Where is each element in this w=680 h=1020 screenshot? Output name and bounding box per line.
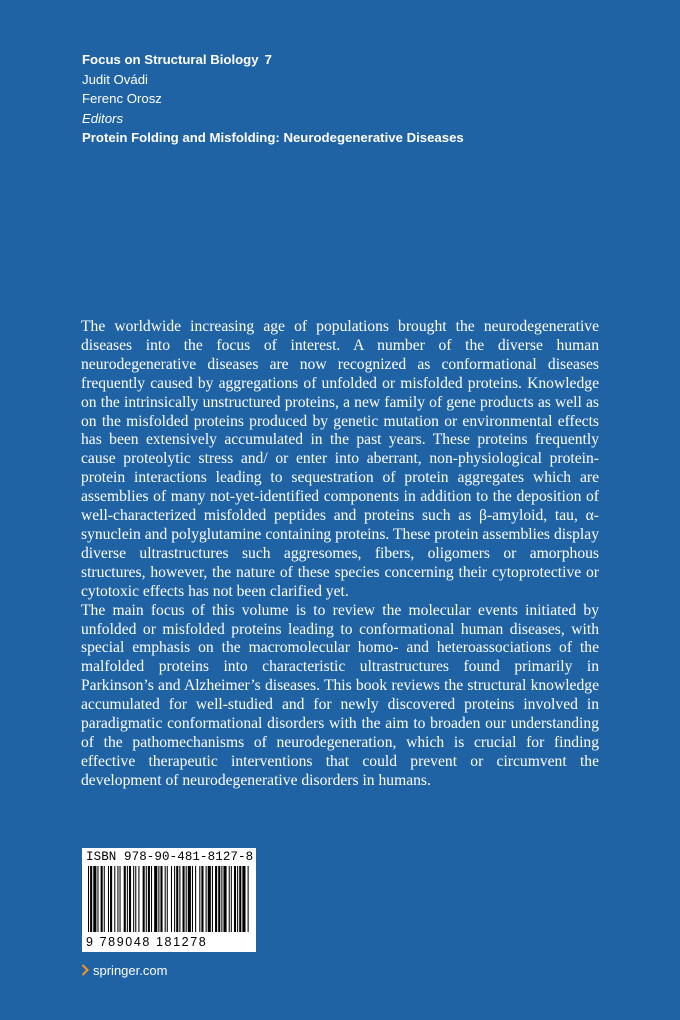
barcode-bar [146,866,147,932]
isbn-barcode [82,848,256,952]
barcode-bar [120,866,121,932]
isbn-number: ISBN 978-90-481-8127-8 [86,850,254,864]
editor-name: Ferenc Orosz [82,91,162,107]
ean-digits: 9 789048 181278 [86,935,208,949]
barcode-bar [208,866,211,932]
barcode-bar [237,866,238,932]
book-description [81,318,599,791]
barcode-bar [195,866,196,932]
barcode-bar [127,866,128,932]
barcode-bar [174,866,175,932]
description-paragraph: The worldwide increasing age of populations brought the neurodegenerative diseases into the focus of interest. A number of the diverse human neurodegenerative diseases are now recognized as conformational diseases frequently caused by aggregations of unfolded or misfolded proteins. Knowledge on the intrinsically unstructured proteins, a new family of gene products as well as on the misfolded proteins produced by genetic mutation or environmental effects has been extensively accumulated in the past years. These proteins frequently cause proteolytic stress and/ or enter into aberrant, non-physiological protein-protein interactions leading to sequestration of protein aggregates which are assemblies of many not-yet-identified components in addition to the deposition of well-characterized misfolded peptides and proteins such as β-amyloid, tau, α-synuclein and polyglutamine containing proteins. These protein assemblies display diverse ultrastructures such aggresomes, fibers, oligomers or amorphous structures, however, the nature of these species concerning their cytoprotective or cytotoxic effects has not been clarified yet. [81,318,599,600]
barcode-bar [124,866,126,932]
barcode-bar [234,866,236,932]
barcode-bar [176,866,178,932]
series-number: 7 [264,52,272,67]
barcode-bar [97,866,98,932]
description-paragraph: The main focus of this volume is to review the molecular events initiated by unfolded or misfolded proteins leading to conformational human diseases, with special emphasis on the macromolecular homo- and heteroassociations of the malfolded proteins into characteristic ultrastructures found primarily in Parkinson’s and Alzheimer’s diseases. This book reviews the structural knowledge accumulated for well-studied and for newly discovered proteins involved in paradigmatic conformational disorders with the aim to broaden our understanding of the pathomechanisms of neurodegeneration, which is crucial for finding effective therapeutic interventions that could prevent or circumvent the development of neurodegenerative disorders in humans. [81,601,599,789]
barcode-bar [229,866,230,932]
barcode-bar [201,866,203,932]
barcode-bar [179,866,180,932]
barcode-bar [148,866,150,932]
barcode-bar [215,866,217,932]
barcode-bars [88,866,250,932]
barcode-bar [167,866,168,932]
chevron-right-icon [81,964,89,976]
series-line [82,50,642,70]
barcode-bar [242,866,245,932]
barcode-bar [90,866,92,932]
editors-label: Editors [82,110,124,126]
barcode-bar [129,866,131,932]
barcode-bar [183,866,185,932]
series-title: Focus on Structural Biology [82,52,259,67]
barcode-bar [151,866,152,932]
publisher-url: springer.com [93,963,168,978]
barcode-bar [104,866,105,932]
barcode-bar [108,866,109,932]
cover-header [82,50,642,148]
barcode-bar [154,866,157,932]
barcode-bar [133,866,134,932]
barcode-bar [192,866,193,932]
barcode-bar [223,866,226,932]
barcode-bar [171,866,172,932]
barcode-bar [248,866,249,932]
barcode-bar [114,866,115,932]
barcode-bar [158,866,159,932]
barcode-bar [188,866,191,932]
barcode-bar [160,866,162,932]
book-title: Protein Folding and Misfolding: Neurodegenerative Diseases [82,130,464,146]
barcode-bar [206,866,207,932]
barcode-bar [239,866,241,932]
barcode-bar [218,866,220,932]
barcode-bar [135,866,136,932]
barcode-bar [231,866,232,932]
barcode-bar [110,866,112,932]
publisher-link[interactable] [81,962,167,980]
barcode-bar [186,866,187,932]
barcode-bar [117,866,118,932]
barcode-bar [101,866,103,932]
barcode-bar [221,866,222,932]
barcode-bar [212,866,213,932]
barcode-bar [93,866,96,932]
barcode-bar [143,866,145,932]
barcode-bar [165,866,166,932]
barcode-bar [199,866,200,932]
barcode-bar [138,866,139,932]
barcode-bar [88,866,89,932]
editor-name: Judit Ovádi [82,71,148,87]
